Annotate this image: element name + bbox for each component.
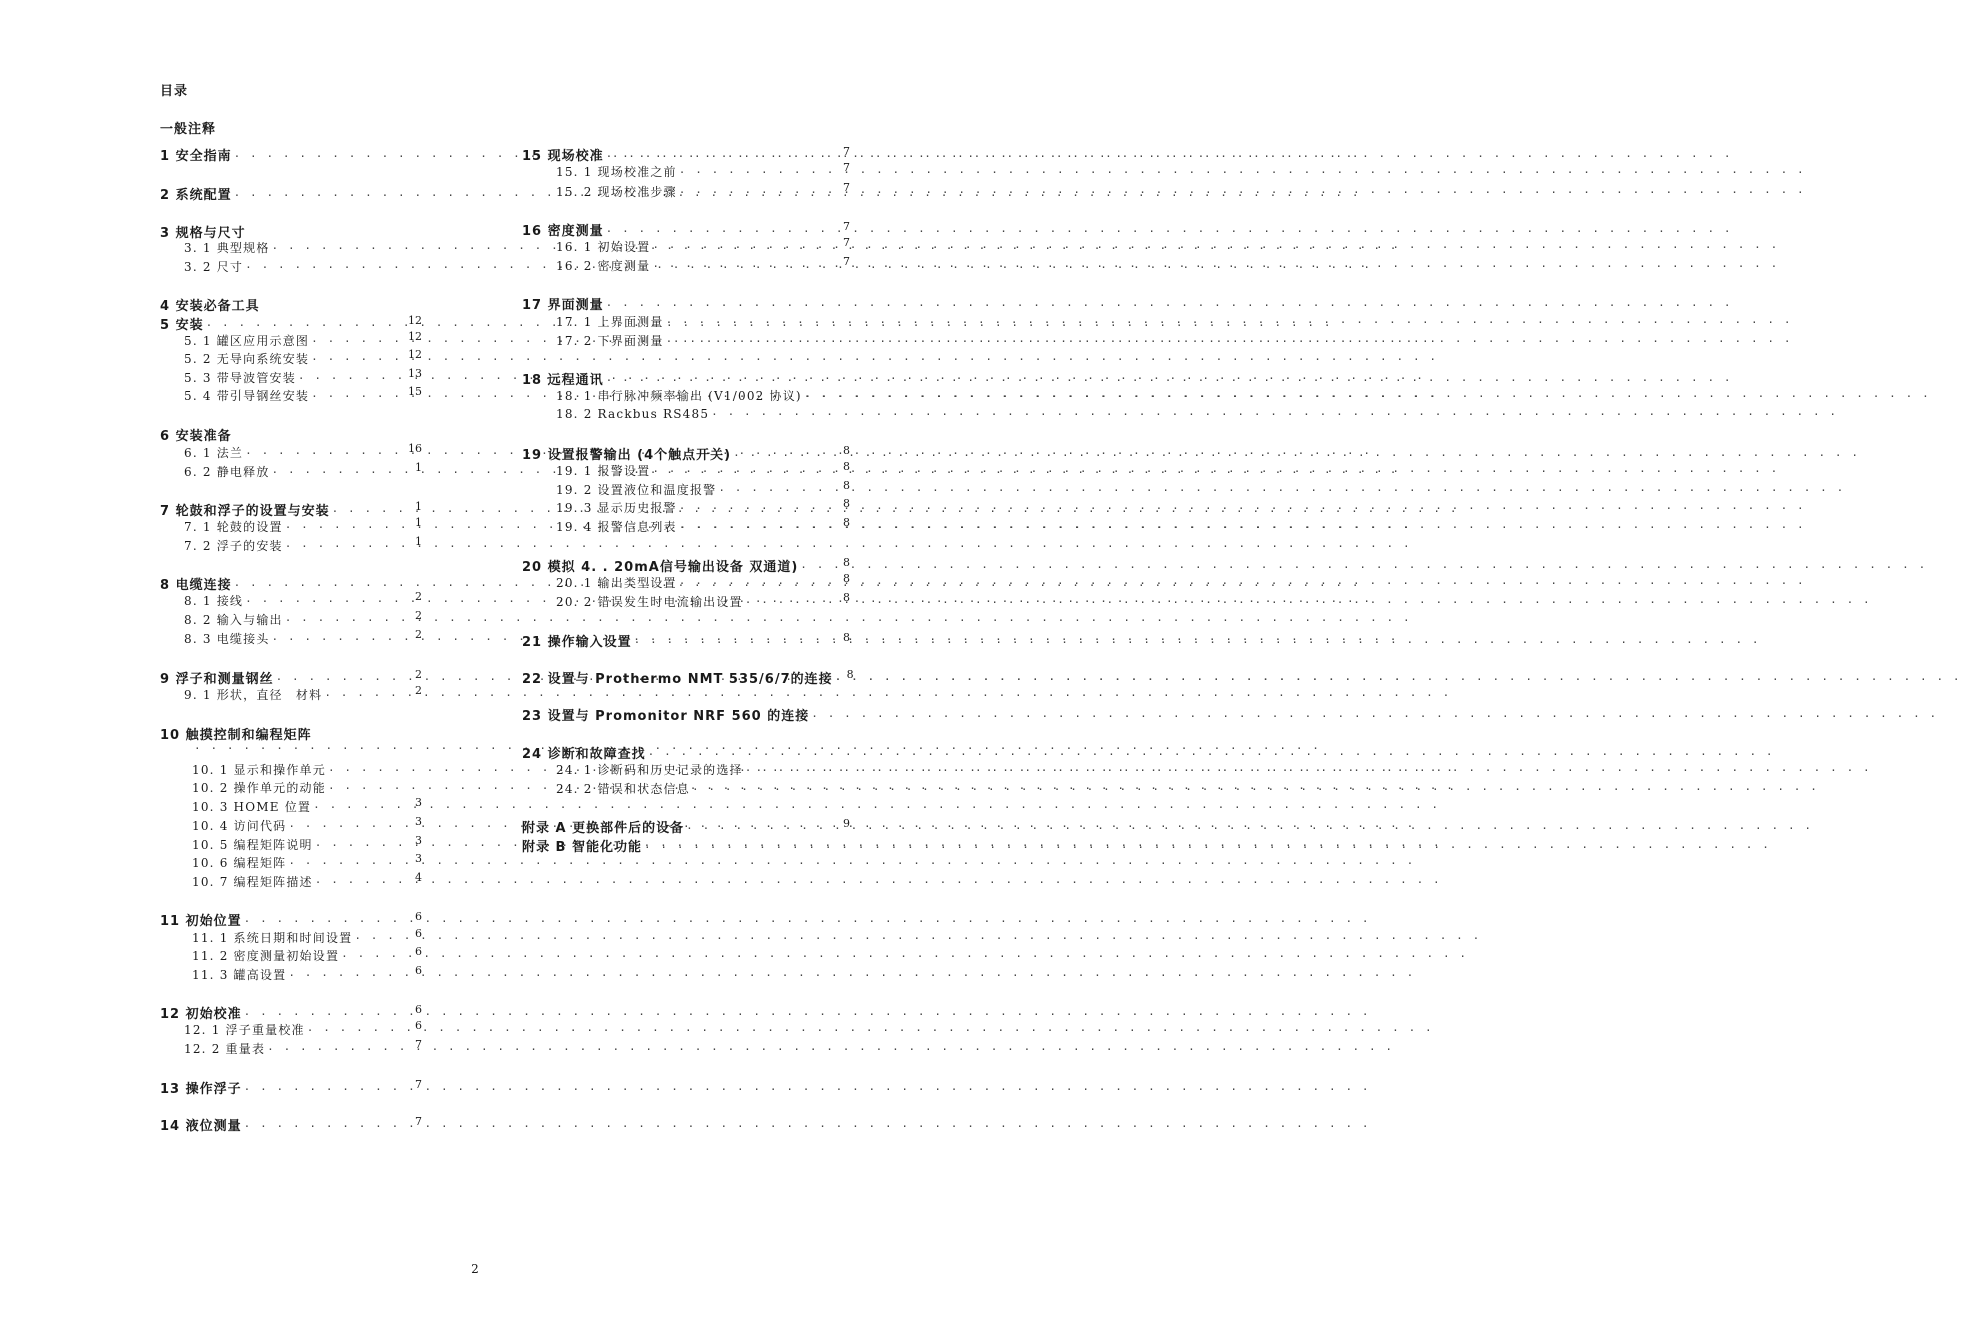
toc-page-number: 7 [415, 1115, 422, 1128]
toc-page-number: 8 [843, 516, 850, 529]
toc-dot-leader [244, 1008, 411, 1021]
toc-entry-title: 3. 1 典型规格 [184, 241, 270, 255]
toc-entry [522, 387, 850, 405]
toc-page-number: 8 [843, 556, 850, 569]
toc-page-number: 6 [415, 964, 422, 977]
toc-entry-title: 11. 3 罐高设置 [192, 968, 287, 982]
toc-entry [522, 481, 850, 499]
toc-dot-leader [324, 689, 411, 702]
toc-entry-title: 15 现场校准 [522, 149, 604, 164]
toc-entry-title: 附录 B 智能化功能 [522, 840, 642, 855]
toc-page-number: 6 [415, 1003, 422, 1016]
toc-entry [160, 836, 422, 854]
toc-page-number: 3 [415, 852, 422, 865]
toc-entry [160, 1003, 422, 1021]
toc-dot-leader [245, 261, 411, 274]
toc-entry-title: 8 电缆连接 [160, 578, 232, 593]
toc-entry-title: 6 安装准备 [160, 429, 232, 444]
toc-entry [160, 779, 422, 797]
toc-dot-leader [272, 242, 411, 255]
toc-entry [160, 761, 422, 779]
toc-entry-title: 10. 7 编程矩阵描述 [192, 875, 313, 889]
toc-title: 目录 [160, 84, 189, 99]
toc-page-number: 8 [843, 572, 850, 585]
toc-entry [160, 444, 422, 462]
toc-page-number: 6 [415, 910, 422, 923]
toc-entry [160, 369, 422, 387]
toc-page-number: 8 [843, 460, 850, 473]
toc-page-number: 2 [415, 628, 422, 641]
toc-page-number: 8 [843, 497, 850, 510]
toc-entry [522, 238, 850, 256]
toc-entry [160, 1078, 422, 1096]
toc-dot-leader [272, 633, 411, 646]
toc-dot-leader [679, 186, 839, 199]
toc-dot-leader [244, 915, 411, 928]
toc-entry-title: 6. 2 静电释放 [184, 465, 270, 479]
toc-entry-title: 17 界面测量 [522, 298, 604, 313]
toc-dot-leader [606, 225, 839, 238]
toc-dot-leader [267, 1043, 411, 1056]
toc-entry-title: 19 设置报警输出 (4个触点开关) [522, 448, 732, 463]
toc-dot-leader [311, 390, 406, 403]
toc-entry-title: 1 安全指南 [160, 149, 232, 164]
toc-entry [522, 313, 850, 331]
toc-entry-title: 10 触摸控制和编程矩阵 [160, 728, 312, 743]
toc-entry-title: 4 安装必备工具 [160, 299, 260, 314]
toc-entry [160, 929, 422, 947]
toc-entry-title: 24. 1 诊断码和历史记录的选择 [556, 763, 743, 777]
toc-entry [160, 1115, 422, 1133]
toc-dot-leader [285, 521, 411, 534]
toc-entry-title: 24 诊断和故障查找 [522, 747, 646, 762]
toc-entry-title: 16. 2 密度测量 [556, 259, 651, 273]
toc-dot-leader [679, 502, 839, 515]
toc-page-number: 3 [415, 834, 422, 847]
toc-dot-leader [272, 466, 411, 479]
toc-entry [160, 537, 422, 555]
toc-entry-title: 12. 2 重量表 [184, 1042, 266, 1056]
toc-entry-title: 5 安装 [160, 318, 204, 333]
toc-dot-leader [679, 166, 839, 179]
toc-entry [160, 295, 422, 313]
toc-entry [160, 630, 422, 648]
toc-entry-title: 17. 2 下界面测量 [556, 334, 664, 348]
toc-entry [160, 350, 422, 368]
toc-entry [160, 611, 422, 629]
toc-page-number: 8 [843, 631, 850, 644]
toc-entry-title: 5. 3 带导波管安装 [184, 371, 296, 385]
toc-dot-leader [679, 521, 839, 534]
toc-dot-leader [652, 260, 839, 273]
toc-dot-leader [666, 316, 839, 329]
toc-page-number: 1 [415, 516, 422, 529]
toc-entry-title: 10. 2 操作单元的动能 [192, 781, 326, 795]
toc-entry [160, 966, 422, 984]
toc-entry [160, 145, 422, 163]
toc-entry-title: 11. 1 系统日期和时间设置 [192, 931, 353, 945]
toc-entry [160, 592, 422, 610]
toc-entry [522, 462, 850, 480]
toc-page-number: 7 [843, 145, 850, 158]
toc-entry-title: 7. 2 浮子的安装 [184, 539, 283, 553]
toc-page-number: 2 [415, 684, 422, 697]
toc-entry [160, 1040, 422, 1058]
toc-entry-title: 7. 1 轮鼓的设置 [184, 520, 283, 534]
toc-page-number: 3 [415, 796, 422, 809]
toc-dot-leader [245, 447, 406, 460]
toc-entry-title: 15. 2 现场校准步骤 [556, 185, 677, 199]
toc-entry-title: 18. 2 Rackbus RS485 [556, 407, 710, 421]
toc-dot-leader [804, 390, 839, 403]
toc-entry-title: 3. 2 尺寸 [184, 260, 244, 274]
toc-entry [160, 518, 422, 536]
toc-entry [160, 947, 422, 965]
toc-entry [522, 780, 850, 798]
toc-entry-title: 19. 1 报警设置 [556, 464, 651, 478]
toc-dot-leader [679, 577, 839, 590]
toc-entry [522, 220, 850, 238]
toc-entry-title: 10. 4 访问代码 [192, 819, 287, 833]
toc-entry-title: 5. 2 无导向系统安装 [184, 352, 310, 366]
toc-entry [160, 332, 422, 350]
toc-entry [160, 668, 422, 686]
toc-entry [522, 499, 850, 517]
toc-entry [522, 743, 850, 761]
toc-dot-leader [354, 932, 411, 945]
toc-entry [160, 222, 422, 240]
toc-entry [522, 183, 850, 201]
toc-dot-leader [328, 782, 411, 795]
toc-dot-leader [733, 449, 839, 462]
toc-page-number: 8 [843, 591, 850, 604]
toc-entry [160, 258, 422, 276]
toc-entry-title: 7 轮鼓和浮子的设置与安装 [160, 504, 330, 519]
toc-dot-leader [692, 783, 839, 796]
toc-entry [160, 910, 422, 928]
toc-entry-title: 23 设置与 Promonitor NRF 560 的连接 [522, 709, 810, 724]
toc-page-number: 8 [843, 444, 850, 457]
toc-page-number: 2 [415, 668, 422, 681]
toc-entry [160, 425, 422, 443]
toc-entry-title: 10. 6 编程矩阵 [192, 856, 287, 870]
toc-page-number: 7 [415, 1078, 422, 1091]
toc-dot-leader [298, 372, 406, 385]
toc-dot-leader [206, 319, 406, 332]
toc-entry [160, 574, 422, 592]
toc-entry-title: 13 操作浮子 [160, 1082, 242, 1097]
toc-dot-leader [835, 673, 843, 686]
toc-entry-title: 9. 1 形状，直径 材料 [184, 688, 323, 702]
toc-dot-leader [285, 540, 411, 553]
toc-entry [522, 761, 850, 779]
toc-entry-title: 8. 2 输入与输出 [184, 613, 283, 627]
toc-entry [160, 873, 422, 891]
toc-entry [522, 332, 850, 350]
toc-dot-leader [288, 820, 411, 833]
toc-dot-leader [606, 299, 839, 312]
toc-page-number: 15 [408, 385, 422, 398]
toc-entry-title: 21 操作输入设置 [522, 635, 632, 650]
toc-page-number: 2 [415, 590, 422, 603]
toc-page-number: 6 [415, 927, 422, 940]
toc-entry-title: 18 远程通讯 [522, 373, 604, 388]
toc-page-number: 7 [415, 1038, 422, 1051]
toc-entry [160, 1021, 422, 1039]
toc-page-number: 12 [408, 348, 422, 361]
toc-dot-leader [800, 561, 839, 574]
toc-page-number: 7 [843, 236, 850, 249]
toc-dot-leader [652, 241, 839, 254]
toc-dot-leader [234, 150, 411, 163]
toc-entry [522, 257, 850, 275]
toc-page-number: 1 [415, 500, 422, 513]
toc-dot-leader [648, 748, 839, 761]
toc-entry-title: 19. 3 显示历史报警 [556, 501, 677, 515]
toc-entry-title: 16. 1 初始设置 [556, 240, 651, 254]
toc-page-number: 3 [415, 815, 422, 828]
toc-page-number: 6 [415, 945, 422, 958]
toc-entry-title: 20. 2 错误发生时电流输出设置 [556, 595, 743, 609]
toc-entry-title: 11. 2 密度测量初始设置 [192, 949, 340, 963]
toc-page-number: 7 [843, 220, 850, 233]
toc-dot-leader [711, 408, 839, 421]
toc-entry [160, 387, 422, 405]
toc-entry [160, 239, 422, 257]
toc-entry [522, 556, 850, 574]
toc-page-number: 7 [843, 255, 850, 268]
toc-entry [160, 742, 422, 760]
toc-entry-title: 10. 3 HOME 位置 [192, 800, 312, 814]
toc-page-number: 8 [846, 668, 854, 681]
toc-entry [522, 593, 850, 611]
toc-entry [522, 444, 850, 462]
toc-entry [160, 463, 422, 481]
toc-dot-leader [307, 1024, 411, 1037]
toc-dot-leader [313, 801, 411, 814]
toc-entry-title: 11 初始位置 [160, 914, 242, 929]
toc-entry [522, 705, 850, 723]
toc-entry [522, 668, 854, 687]
toc-entry-title: 20 模拟 4. . 20mA信号输出设备 双通道) [522, 560, 799, 575]
toc-entry-title: 15. 1 现场校准之前 [556, 165, 677, 179]
toc-entry-title: 2 系统配置 [160, 188, 232, 203]
toc-dot-leader [686, 822, 839, 835]
toc-dot-leader [652, 465, 839, 478]
toc-entry-title: 5. 1 罐区应用示意图 [184, 334, 310, 348]
toc-page-number: 1 [415, 461, 422, 474]
toc-dot-leader [234, 579, 411, 592]
toc-entry [522, 163, 850, 181]
toc-entry [522, 817, 850, 835]
toc-dot-leader [285, 614, 411, 627]
toc-dot-leader [745, 764, 839, 777]
toc-page-number: 9 [843, 817, 850, 830]
toc-page-number: 12 [408, 330, 422, 343]
toc-entry-title: 19. 2 设置液位和温度报警 [556, 483, 717, 497]
toc-entry [522, 574, 850, 592]
toc-page-number: 16 [408, 442, 422, 455]
toc-entry [522, 294, 850, 312]
toc-entry [522, 407, 850, 425]
toc-entry [160, 314, 422, 332]
toc-dot-leader [328, 764, 411, 777]
toc-dot-leader [811, 710, 839, 723]
general-notes-heading: 一般注释 [160, 122, 217, 137]
toc-entry-title: 22 设置与 Prothermo NMT 535/6/7的连接 [522, 672, 833, 687]
page-number: 2 [471, 1262, 479, 1276]
toc-page-number: 6 [415, 1019, 422, 1032]
toc-page-number: 7 [843, 181, 850, 194]
toc-entry-title: 20. 1 输出类型设置 [556, 576, 677, 590]
toc-page-number: 7 [843, 161, 850, 174]
toc-dot-leader [644, 841, 839, 854]
toc-entry [522, 631, 850, 649]
toc-entry-title: 5. 4 带引导钢丝安装 [184, 389, 310, 403]
toc-dot-leader [311, 353, 406, 366]
toc-entry-title: 6. 1 法兰 [184, 446, 244, 460]
toc-entry [160, 817, 422, 835]
toc-entry [160, 500, 422, 518]
toc-dot-leader [634, 636, 839, 649]
toc-dot-leader [718, 484, 839, 497]
toc-dot-leader [244, 1120, 411, 1133]
toc-dot-leader [606, 150, 839, 163]
toc-entry [522, 836, 850, 854]
toc-dot-leader [606, 374, 839, 387]
toc-entry [522, 145, 850, 163]
toc-dot-leader [311, 335, 406, 348]
toc-dot-leader [234, 189, 411, 202]
toc-page-number: 2 [415, 609, 422, 622]
toc-entry-title: 19. 4 报警信息列表 [556, 520, 677, 534]
toc-page-number: 8 [843, 479, 850, 492]
toc-dot-leader [288, 969, 411, 982]
toc-entry-title: 12. 1 浮子重量校准 [184, 1023, 305, 1037]
toc-entry-title: 8. 1 接线 [184, 594, 244, 608]
toc-dot-leader [315, 839, 411, 852]
toc-dot-leader [745, 596, 839, 609]
toc-dot-leader [332, 505, 411, 518]
toc-page-number: 13 [408, 367, 422, 380]
toc-entry-title: 18. 1 串行脉冲频率输出 (V1/002 协议) [556, 389, 802, 403]
toc-entry-title: 12 初始校准 [160, 1007, 242, 1022]
toc-dot-leader [244, 1083, 411, 1096]
toc-entry-title: 9 浮子和测量钢丝 [160, 672, 274, 687]
toc-page-number: 1 [415, 535, 422, 548]
toc-entry [522, 518, 850, 536]
toc-entry [160, 798, 422, 816]
toc-entry-title: 16 密度测量 [522, 224, 604, 239]
toc-entry [160, 686, 422, 704]
toc-dot-leader [245, 595, 411, 608]
toc-entry-title: 24. 2 错误和状态信息 [556, 782, 690, 796]
toc-entry [160, 724, 422, 742]
toc-entry-title: 8. 3 电缆接头 [184, 632, 270, 646]
toc-dot-leader [194, 742, 411, 755]
toc-dot-leader [666, 335, 839, 348]
toc-entry-title: 附录 A 更换部件后的设备 [522, 821, 685, 836]
toc-page-number: 12 [408, 314, 422, 327]
toc-entry [160, 854, 422, 872]
toc-entry [522, 369, 850, 387]
toc-entry [160, 184, 422, 202]
toc-dot-leader [288, 857, 411, 870]
toc-page-number: 4 [415, 871, 422, 884]
toc-dot-leader [341, 950, 411, 963]
toc-entry-title: 17. 1 上界面测量 [556, 315, 664, 329]
toc-entry-title: 14 液位测量 [160, 1119, 242, 1134]
toc-dot-leader [315, 876, 411, 889]
toc-entry-title: 10. 5 编程矩阵说明 [192, 838, 313, 852]
toc-entry-title: 10. 1 显示和操作单元 [192, 763, 326, 777]
toc-dot-leader [276, 673, 411, 686]
toc-entry-title: 3 规格与尺寸 [160, 226, 246, 241]
